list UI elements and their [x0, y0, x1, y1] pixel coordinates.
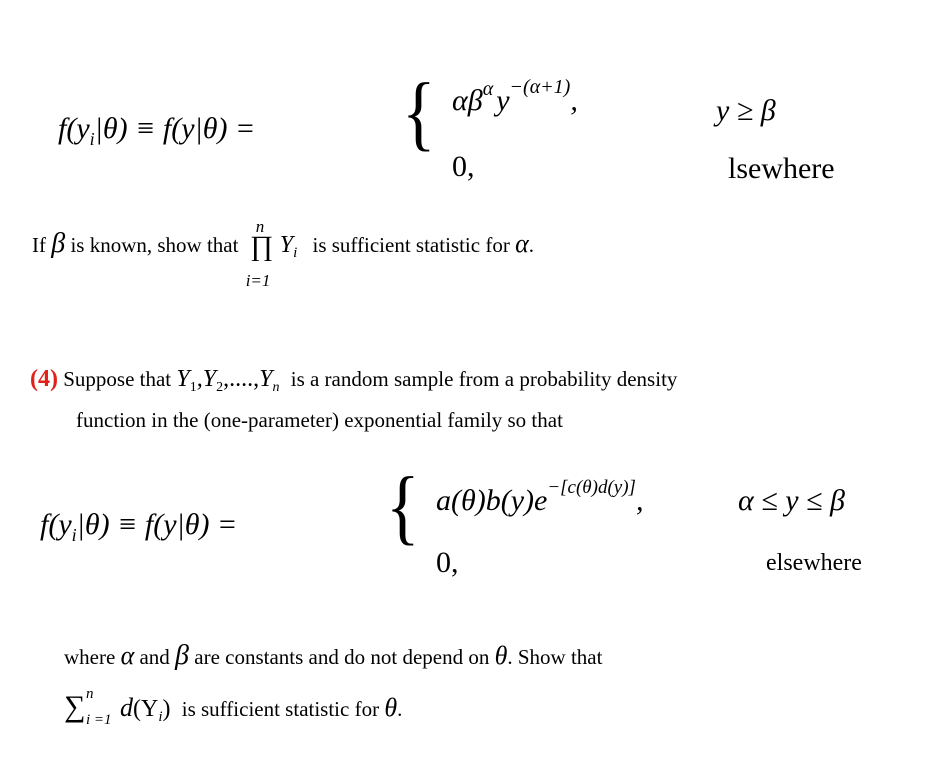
eq2-case2-expr: 0, [436, 546, 459, 579]
eq2-case1-cond: α ≤ y ≤ β [738, 484, 845, 517]
eq2-lhs: $f(y_i|\theta) \equiv f(y|\theta)$ = [40, 508, 238, 545]
eq1-case1-expr: $\alpha\beta^\alpha$ $y^{-(\alpha+1)}$, [452, 76, 578, 117]
eq2-case1-expr: $a(\theta)b(y)e^{-[c(\theta)d(y)]}$, [436, 477, 644, 517]
eq1-brace: { [402, 67, 436, 160]
eq1-case2-expr: 0, [452, 150, 475, 183]
eq2-case2-cond: elsewhere [766, 550, 862, 576]
q4-line1: (4) Suppose that $Y_1,Y_2,....,Y_n$ is a random sample from a probability density [30, 366, 678, 396]
q3-statement: If β is known, show that n ∏ i=1 $Y_i$ is sufficient statistic for α. [32, 217, 534, 291]
eq2-brace: { [386, 461, 420, 554]
q4-end-line2: ∑ n i =1 $d(Y_i)$ is sufficient statistic for θ. [64, 686, 403, 728]
q4-line2: function in the (one-parameter) exponential family so that [76, 408, 563, 432]
eq1-case1-cond: y ≥ β [716, 94, 776, 127]
eq1-case2-cond: lsewhere [728, 152, 835, 185]
eq1-lhs: $f(y_i|\theta) \equiv f(y|\theta)$ = [58, 112, 256, 149]
q4-end-line1: where α and β are constants and do not depend on θ. Show that [64, 640, 603, 671]
